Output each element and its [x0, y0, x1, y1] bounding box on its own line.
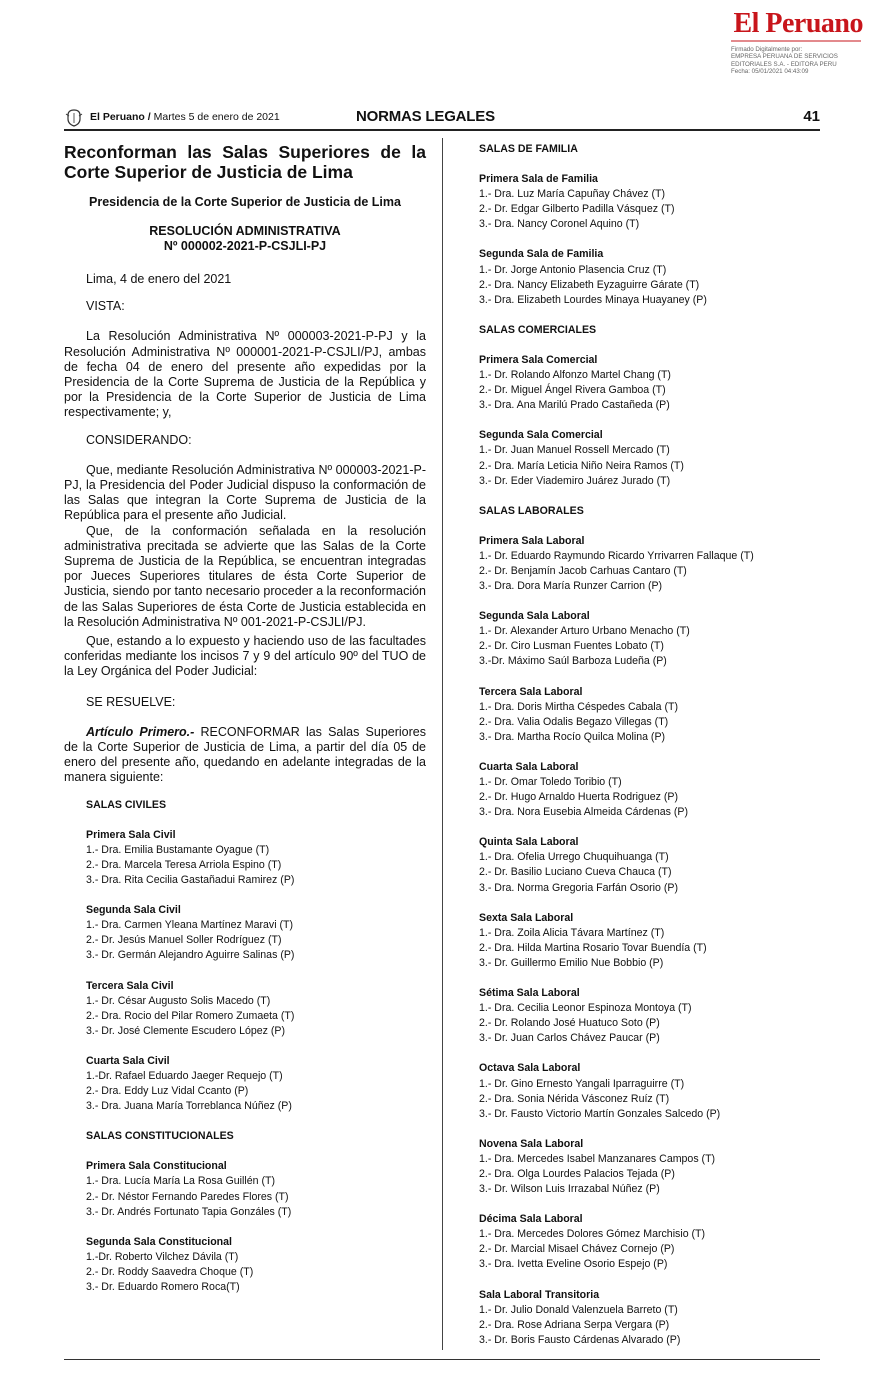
list-item: 3.- Dra. Elizabeth Lourdes Minaya Huayaney (P) [479, 293, 707, 306]
chamber-title: Cuarta Sala Civil [86, 1054, 170, 1067]
chamber-title: Novena Sala Laboral [479, 1137, 584, 1150]
chamber-title: Octava Sala Laboral [479, 1062, 581, 1075]
list-item: 2.- Dr. Benjamín Jacob Carhuas Cantaro (T) [479, 564, 687, 577]
paragraph: Que, estando a lo expuesto y haciendo uso de las facultades conferidas mediante los incisos 7 y 9 del artículo 90º del TUO de la Ley Orgánica del Poder Judicial: [64, 634, 426, 679]
se-resuelve-heading: SE RESUELVE: [86, 694, 176, 709]
column-divider [442, 138, 443, 1350]
left-column [64, 142, 426, 1295]
digital-signature-line: EMPRESA PERUANA DE SERVICIOS [731, 53, 838, 61]
list-item: 1.- Dra. Lucía María La Rosa Guillén (T) [86, 1175, 275, 1188]
list-item: 2.- Dra. Hilda Martina Rosario Tovar Buendía (T) [479, 941, 707, 954]
chamber-title: Primera Sala Comercial [479, 353, 598, 366]
list-item: 3.- Dr. José Clemente Escudero López (P) [86, 1024, 286, 1037]
issuing-body: Presidencia de la Corte Superior de Justicia de Lima [89, 195, 401, 209]
header-rule [64, 129, 820, 131]
list-item: 1.- Dra. Mercedes Dolores Gómez Marchisio (T) [479, 1228, 706, 1241]
list-item: 3.- Dra. Dora María Runzer Carrion (P) [479, 580, 663, 593]
section-heading: SALAS LABORALES [479, 504, 584, 517]
list-item: 1.- Dr. Gino Ernesto Yangali Iparraguirre (T) [479, 1077, 685, 1090]
list-item: 3.- Dr. Eder Viademiro Juárez Jurado (T) [479, 474, 671, 487]
list-item: 1.- Dr. Rolando Alfonzo Martel Chang (T) [479, 369, 671, 382]
section-heading: SALAS DE FAMILIA [479, 143, 578, 155]
list-item: 3.- Dr. Guillermo Emilio Nue Bobbio (P) [479, 956, 664, 969]
list-item: 3.- Dra. Rita Cecilia Gastañadui Ramirez (P) [86, 874, 295, 887]
list-item: 1.- Dr. Alexander Arturo Urbano Menacho (T) [479, 625, 690, 638]
digital-signature-line: Firmado Digitalmente por: [731, 46, 803, 53]
list-item: 1.-Dr. Rafael Eduardo Jaeger Requejo (T) [86, 1070, 283, 1082]
list-item: 3.- Dr. Fausto Victorio Martín Gonzales Salcedo (P) [479, 1107, 721, 1120]
list-item: 3.- Dr. Juan Carlos Chávez Paucar (P) [479, 1032, 660, 1045]
right-column [479, 142, 819, 1348]
article-title: Reconforman las Salas Superiores de la Corte Superior de Justicia de Lima [64, 142, 426, 182]
digital-signature-line: EDITORIALES S.A. - EDITORA PERU [731, 60, 837, 68]
date-line: Lima, 4 de enero del 2021 [86, 272, 232, 286]
list-item: 2.- Dr. Ciro Lusman Fuentes Lobato (T) [479, 640, 664, 653]
brand-logo: El Peruano [733, 8, 863, 39]
resolution-type: RESOLUCIÓN ADMINISTRATIVA [149, 224, 341, 238]
list-item: 3.- Dr. Boris Fausto Cárdenas Alvarado (P) [479, 1333, 681, 1346]
chamber-title: Cuarta Sala Laboral [479, 760, 579, 773]
chamber-title: Primera Sala Civil [86, 828, 176, 841]
list-item: 1.- Dra. Emilia Bustamante Oyague (T) [86, 843, 270, 856]
list-item: 3.- Dra. Norma Gregoria Farfán Osorio (P) [479, 881, 678, 894]
list-item: 3.- Dra. Juana María Torreblanca Núñez (P) [86, 1100, 292, 1113]
list-item: 2.- Dra. Marcela Teresa Arriola Espino (T) [86, 858, 282, 871]
chamber-title: Primera Sala de Familia [479, 173, 598, 186]
chamber-title: Segunda Sala de Familia [479, 248, 604, 261]
chamber-list-left [86, 798, 426, 1295]
page-number: 41 [803, 108, 820, 125]
list-item: 1.- Dr. Juan Manuel Rossell Mercado (T) [479, 444, 670, 457]
article-label: Artículo Primero.- [86, 724, 195, 739]
digital-signature-block [731, 46, 865, 76]
list-item: 3.- Dr. Wilson Luis Irrazabal Núñez (P) [479, 1183, 660, 1196]
resolution-number: Nº 000002-2021-P-CSJLI-PJ [163, 239, 327, 253]
list-item: 2.- Dra. María Leticia Niño Neira Ramos (T) [479, 459, 684, 472]
chamber-title: Sétima Sala Laboral [479, 987, 580, 1000]
footer-rule [64, 1359, 820, 1360]
list-item: 2.- Dra. Rocio del Pilar Romero Zumaeta (T) [86, 1009, 295, 1022]
list-item: 3.- Dra. Nora Eusebia Almeida Cárdenas (P) [479, 806, 689, 819]
chamber-title: Tercera Sala Civil [86, 979, 174, 992]
list-item: 2.- Dra. Nancy Elizabeth Eyzaguirre Gárate (T) [479, 278, 700, 291]
chamber-title: Segunda Sala Constitucional [86, 1235, 232, 1248]
article-text: RECONFORMAR las Salas Superiores de la Corte Superior de Justicia de Lima, a partir del día 05 de enero del presente año, quedando en adelante integradas de la manera siguiente: [64, 724, 426, 785]
chamber-title: Décima Sala Laboral [479, 1213, 583, 1226]
vista-heading: VISTA: [86, 299, 125, 314]
section-name: NORMAS LEGALES [356, 108, 495, 125]
list-item: 2.- Dr. Basilio Luciano Cueva Chauca (T) [479, 866, 672, 879]
section-heading: SALAS CONSTITUCIONALES [86, 1130, 234, 1143]
chamber-title: Segunda Sala Laboral [479, 610, 590, 623]
chamber-title: Tercera Sala Laboral [479, 685, 583, 698]
list-item: 1.-Dr. Roberto Vilchez Dávila (T) [86, 1250, 239, 1263]
paragraph: Que, mediante Resolución Administrativa Nº 000003-2021-P-PJ, la Presidencia del Poder Judicial dispuso la conformación de las Salas que integran la Corte Suprema de Justicia de la República para el presente año Judicial. [64, 462, 426, 523]
list-item: 2.- Dra. Sonia Nérida Vásconez Ruíz (T) [479, 1092, 670, 1105]
list-item: 3.- Dra. Nancy Coronel Aquino (T) [479, 218, 640, 231]
list-item: 2.- Dra. Eddy Luz Vidal Ccanto (P) [86, 1085, 249, 1098]
list-item: 1.- Dr. Jorge Antonio Plasencia Cruz (T) [479, 263, 667, 276]
list-item: 2.- Dr. Hugo Arnaldo Huerta Rodriguez (P) [479, 791, 679, 804]
list-item: 1.- Dra. Doris Mirtha Céspedes Cabala (T) [479, 700, 678, 713]
list-item: 3.- Dr. Eduardo Romero Roca(T) [86, 1281, 240, 1294]
list-item: 2.- Dr. Néstor Fernando Paredes Flores (T) [86, 1190, 289, 1203]
list-item: 3.- Dr. Germán Alejandro Aguirre Salinas (P) [86, 949, 295, 962]
paragraph: Que, de la conformación señalada en la resolución administrativa precitada se advierte que las Salas de la Corte Suprema de Justicia de la República, se encuentran integradas por Jueces Superiores titulares de ésta Corte Superior de Justicia, siendo por tanto necesario proceder a la reconformación de las Salas Superiores de ésta Corte de Justicia establecida en la Resolución Administrativa Nº 001-2021-P-CSJLI/PJ. [64, 523, 427, 629]
digital-signature-line: Fecha: 05/01/2021 04:43:09 [731, 68, 809, 76]
list-item: 3.- Dr. Andrés Fortunato Tapia Gonzáles (T) [86, 1205, 292, 1218]
list-item: 1.- Dr. Eduardo Raymundo Ricardo Yrrivarren Fallaque (T) [479, 549, 754, 562]
chamber-title: Sala Laboral Transitoria [479, 1288, 600, 1301]
paper-name: El Peruano / [90, 111, 151, 123]
list-item: 1.- Dra. Carmen Yleana Martínez Maravi (T) [86, 919, 294, 932]
chamber-title: Primera Sala Constitucional [86, 1160, 227, 1173]
list-item: 2.- Dr. Edgar Gilberto Padilla Vásquez (T) [479, 203, 675, 216]
chamber-title: Quinta Sala Laboral [479, 836, 579, 849]
list-item: 1.- Dra. Mercedes Isabel Manzanares Campos (T) [479, 1152, 716, 1165]
list-item: 2.- Dr. Miguel Ángel Rivera Gamboa (T) [479, 384, 666, 397]
article-one [64, 725, 426, 786]
list-item: 2.- Dr. Rolando José Huatuco Soto (P) [479, 1017, 660, 1030]
considerando-heading: CONSIDERANDO: [86, 432, 192, 447]
list-item: 1.- Dr. Omar Toledo Toribio (T) [479, 776, 622, 788]
list-item: 2.- Dra. Olga Lourdes Palacios Tejada (P) [479, 1167, 675, 1180]
list-item: 2.- Dr. Roddy Saavedra Choque (T) [86, 1265, 254, 1278]
list-item: 1.- Dr. Julio Donald Valenzuela Barreto (T) [479, 1303, 678, 1316]
list-item: 1.- Dra. Cecilia Leonor Espinoza Montoya (T) [479, 1002, 692, 1015]
resolution-heading [64, 224, 426, 254]
issue-date: Martes 5 de enero de 2021 [153, 111, 280, 123]
section-heading: SALAS CIVILES [86, 798, 167, 811]
paragraph: La Resolución Administrativa Nº 000003-2021-P-PJ y la Resolución Administrativa Nº 000001-2021-P-CSJLI/PJ, ambas de fecha 04 de enero del presente año expedidas por la Presidencia de la Corte Suprema de Justicia de la República y por la Presidencia de la Corte Superior de Justicia de Lima respectivamente; y, [64, 329, 426, 420]
list-item: 1.- Dra. Luz María Capuñay Chávez (T) [479, 188, 666, 201]
list-item: 3.- Dra. Ivetta Eveline Osorio Espejo (P) [479, 1258, 668, 1271]
chamber-title: Segunda Sala Civil [86, 904, 181, 917]
list-item: 2.- Dra. Rose Adriana Serpa Vergara (P) [479, 1318, 670, 1331]
list-item: 2.- Dr. Jesús Manuel Soller Rodríguez (T) [86, 934, 282, 947]
list-item: 1.- Dra. Zoila Alicia Távara Martínez (T) [479, 926, 665, 939]
list-item: 1.- Dr. César Augusto Solis Macedo (T) [86, 994, 271, 1007]
list-item: 2.- Dra. Valia Odalis Begazo Villegas (T) [479, 715, 669, 728]
brand-underline [731, 40, 861, 42]
running-head [64, 108, 820, 128]
list-item: 3.-Dr. Máximo Saúl Barboza Ludeña (P) [479, 655, 667, 668]
list-item: 3.- Dra. Ana Marilú Prado Castañeda (P) [479, 399, 670, 412]
list-item: 3.- Dra. Martha Rocío Quilca Molina (P) [479, 730, 666, 743]
chamber-title: Segunda Sala Comercial [479, 429, 603, 442]
chamber-title: Primera Sala Laboral [479, 534, 585, 547]
list-item: 1.- Dra. Ofelia Urrego Chuquihuanga (T) [479, 851, 669, 864]
list-item: 2.- Dr. Marcial Misael Chávez Cornejo (P) [479, 1243, 675, 1256]
chamber-title: Sexta Sala Laboral [479, 911, 574, 924]
running-head-left [90, 111, 280, 123]
section-heading: SALAS COMERCIALES [479, 323, 597, 336]
